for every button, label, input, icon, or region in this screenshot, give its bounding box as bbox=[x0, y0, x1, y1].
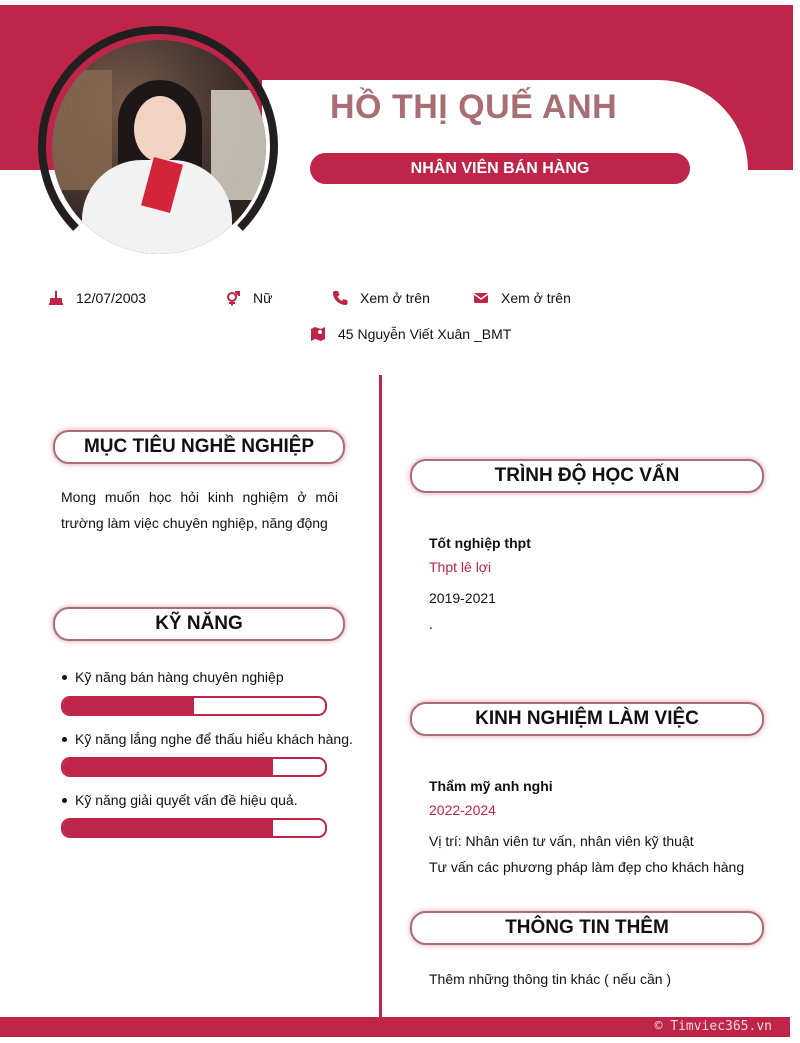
skill-bar-fill bbox=[63, 759, 273, 775]
map-icon bbox=[310, 326, 326, 342]
education-note: . bbox=[429, 616, 433, 632]
birthday-info bbox=[48, 290, 146, 306]
additional-text: Thêm những thông tin khác ( nếu cần ) bbox=[429, 971, 672, 987]
skill-bar-fill bbox=[63, 820, 273, 836]
phone-text: Xem ở trên bbox=[360, 290, 430, 306]
cake-icon bbox=[48, 290, 64, 306]
address-info bbox=[310, 326, 511, 342]
skills-title: KỸ NĂNG bbox=[53, 607, 345, 641]
objective-title: MỤC TIÊU NGHỀ NGHIỆP bbox=[53, 430, 345, 464]
experience-position: Vị trí: Nhân viên tư vấn, nhân viên kỹ thuật bbox=[429, 833, 694, 849]
birthday-text: 12/07/2003 bbox=[76, 290, 147, 306]
mail-icon bbox=[473, 290, 489, 306]
email-info bbox=[473, 290, 571, 306]
job-title: NHÂN VIÊN BÁN HÀNG bbox=[310, 153, 690, 184]
skill-bar-1 bbox=[61, 696, 327, 716]
education-period: 2019-2021 bbox=[429, 590, 496, 606]
copyright-text: © Timviec365.vn bbox=[654, 1019, 772, 1034]
address-text: 45 Nguyễn Viết Xuân _BMT bbox=[338, 326, 512, 342]
skill-item-1 bbox=[62, 669, 284, 685]
skill-bar-3 bbox=[61, 818, 327, 838]
skill-label: Kỹ năng giải quyết vấn đề hiệu quả. bbox=[75, 792, 298, 808]
footer-band bbox=[0, 1017, 790, 1037]
bullet-icon bbox=[62, 737, 67, 742]
education-title: TRÌNH ĐỘ HỌC VẤN bbox=[410, 459, 764, 493]
candidate-name: HỒ THỊ QUẾ ANH bbox=[330, 88, 618, 126]
column-divider bbox=[379, 375, 382, 1017]
education-school: Thpt lê lợi bbox=[429, 559, 492, 575]
skill-item-3 bbox=[62, 792, 298, 808]
phone-icon bbox=[332, 290, 348, 306]
email-text: Xem ở trên bbox=[501, 290, 571, 306]
skill-item-2 bbox=[62, 731, 353, 747]
skill-bar-fill bbox=[63, 698, 194, 714]
objective-text: Mong muốn học hỏi kinh nghiệm ở môi trường làm việc chuyên nghiệp, năng động bbox=[61, 489, 338, 531]
experience-period: 2022-2024 bbox=[429, 802, 496, 818]
experience-company: Thẩm mỹ anh nghi bbox=[429, 778, 553, 794]
education-degree: Tốt nghiệp thpt bbox=[429, 535, 531, 551]
bullet-icon bbox=[62, 798, 67, 803]
phone-info bbox=[332, 290, 430, 306]
skill-bar-2 bbox=[61, 757, 327, 777]
gender-icon bbox=[225, 290, 241, 306]
skill-label: Kỹ năng lắng nghe để thấu hiểu khách hàng. bbox=[75, 731, 353, 747]
additional-title: THÔNG TIN THÊM bbox=[410, 911, 764, 945]
bullet-icon bbox=[62, 675, 67, 680]
skill-label: Kỹ năng bán hàng chuyên nghiệp bbox=[75, 669, 284, 685]
gender-text: Nữ bbox=[253, 290, 273, 306]
photo-ring bbox=[38, 26, 278, 266]
gender-info bbox=[225, 290, 272, 306]
experience-description: Tư vấn các phương pháp làm đẹp cho khách hàng bbox=[429, 859, 745, 875]
experience-title: KINH NGHIỆM LÀM VIỆC bbox=[410, 702, 764, 736]
